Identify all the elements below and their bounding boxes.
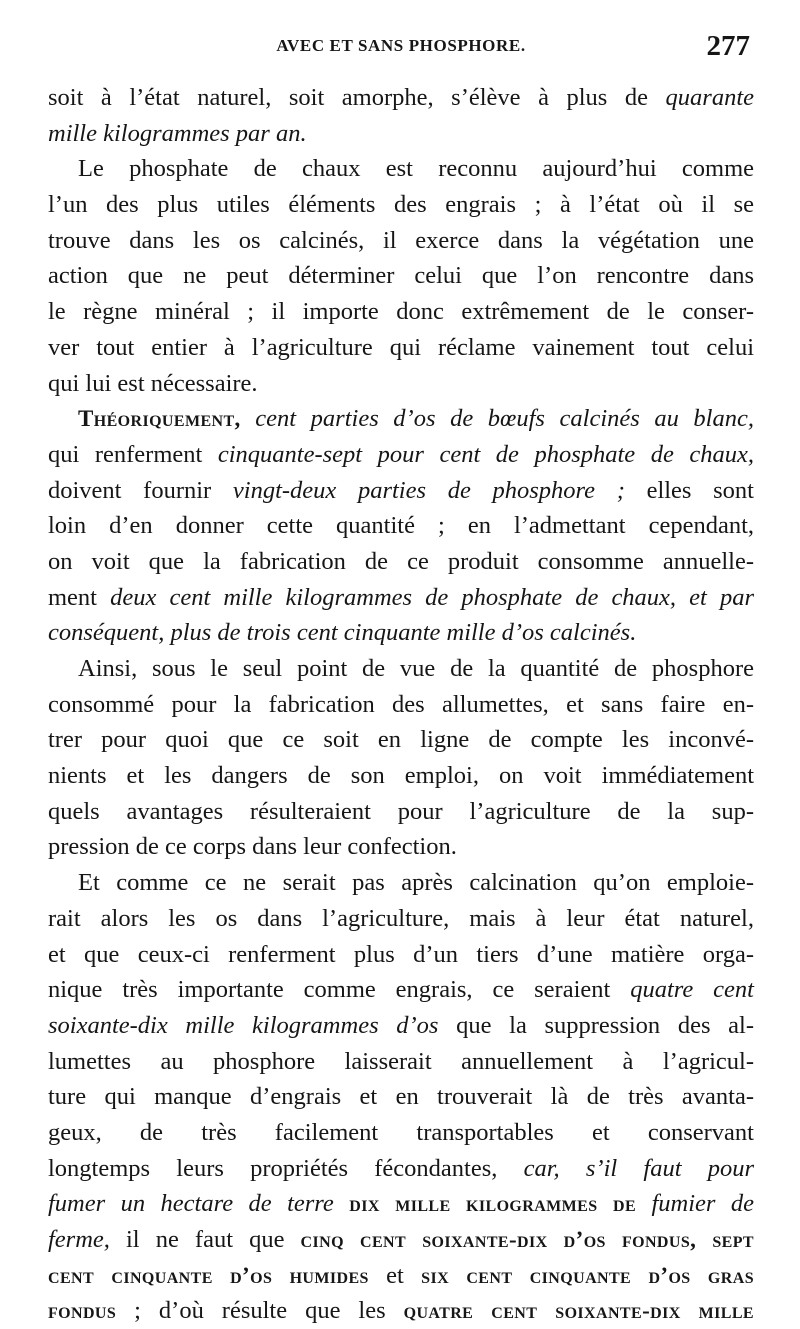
text-line — [48, 937, 754, 973]
text-segment: soit à l’état naturel, soit amorphe, s’élève à plus de — [48, 84, 666, 111]
text-line — [48, 1293, 754, 1329]
text-line — [48, 1258, 754, 1294]
text-line — [48, 580, 754, 616]
text-line — [48, 758, 754, 794]
italic-segment: quatre cent — [630, 976, 754, 1004]
text-segment: longtemps leurs propriétés fécondantes, — [48, 1154, 524, 1182]
text-line — [48, 687, 754, 723]
small-caps-segment: fondus — [48, 1298, 117, 1324]
text-line — [48, 330, 754, 366]
text-line — [48, 1115, 754, 1151]
italic-segment: vingt-deux parties de phosphore ; — [232, 476, 625, 504]
text-segment: le règne minéral ; il importe donc extrêmement de le conser- — [48, 298, 754, 326]
text-segment: ment — [48, 583, 111, 611]
text-line — [48, 437, 754, 473]
text-line — [48, 865, 754, 901]
italic-segment: quarante — [665, 84, 754, 111]
text-line — [48, 151, 754, 187]
text-segment: action que ne peut déterminer celui que l’on rencontre dans — [48, 262, 754, 290]
text-line — [48, 1044, 754, 1080]
text-line — [48, 187, 754, 223]
small-caps-segment: cinq cent soixante-dix d’os fondus, sept — [300, 1227, 754, 1252]
text-segment: qui renferment — [48, 440, 218, 468]
text-segment: que la suppression des al- — [438, 1011, 754, 1039]
italic-segment: cent parties d’os de bœufs calcinés au blanc, — [255, 405, 754, 433]
small-caps-segment: cent cinquante d’os humides — [48, 1262, 369, 1288]
text-segment: Ainsi, sous le seul point de vue de la quantité de phosphore — [78, 655, 754, 682]
text-line — [48, 1222, 754, 1258]
small-caps-segment: quatre cent soixante-dix mille — [403, 1298, 754, 1324]
italic-segment: fumer un hectare de terre — [48, 1190, 334, 1218]
text-segment: rait alors les os dans l’agriculture, mais à leur état naturel, — [48, 904, 754, 932]
text-segment: ture qui manque d’engrais et en trouverait là de très avanta- — [48, 1083, 754, 1111]
text-segment: pression de ce corps dans leur confection. — [48, 833, 457, 861]
text-line — [48, 544, 754, 580]
text-line — [48, 294, 754, 330]
text-segment: l’un des plus utiles éléments des engrais ; à l’état où il se — [48, 191, 754, 219]
text-line — [48, 258, 754, 294]
body-text — [48, 80, 754, 1329]
italic-segment: car, s’il faut pour — [523, 1154, 754, 1182]
text-line — [48, 1008, 754, 1044]
text-segment: loin d’en donner cette quantité ; en l’admettant cependant, — [48, 512, 754, 540]
text-line — [48, 1151, 754, 1187]
small-caps-segment: Théoriquement, — [78, 406, 241, 432]
small-caps-segment: dix mille kilogrammes de — [349, 1191, 637, 1217]
italic-segment: conséquent, plus de trois cent cinquante mille d’os calcinés. — [48, 619, 637, 647]
text-line — [48, 615, 754, 651]
text-segment: Et comme ce ne serait pas après calcination qu’on emploie- — [78, 869, 754, 897]
page-header — [48, 30, 754, 70]
text-segment: trer pour quoi que ce soit en ligne de compte les inconvé- — [48, 726, 754, 754]
text-segment: trouve dans les os calcinés, il exerce dans la végétation une — [48, 226, 754, 254]
text-line — [48, 1186, 754, 1222]
text-segment: ; d’où résulte que les — [116, 1297, 404, 1325]
text-line — [48, 651, 754, 687]
page-number: 277 — [706, 30, 750, 62]
text-segment: consommé pour la fabrication des allumettes, et sans faire en- — [48, 690, 754, 718]
text-line — [48, 401, 754, 437]
text-line — [48, 901, 754, 937]
text-line — [48, 722, 754, 758]
text-segment: doivent fournir — [48, 476, 233, 504]
italic-segment: soixante-dix mille kilogrammes d’os — [48, 1011, 439, 1039]
text-line — [48, 829, 754, 865]
text-line — [48, 508, 754, 544]
text-segment: nients et les dangers de son emploi, on voit immédiatement — [48, 762, 754, 790]
text-line — [48, 223, 754, 259]
text-segment: quels avantages résulteraient pour l’agriculture de la sup- — [48, 797, 754, 825]
text-segment: et que ceux-ci renferment plus d’un tiers d’une matière orga- — [48, 940, 754, 968]
text-segment — [241, 405, 256, 432]
italic-segment: ferme, — [48, 1226, 110, 1253]
text-segment: ver tout entier à l’agriculture qui réclame vainement tout celui — [48, 333, 754, 361]
text-segment: Le phosphate de chaux est reconnu aujourd’hui comme — [78, 155, 754, 183]
text-line — [48, 80, 754, 116]
text-segment: nique très importante comme engrais, ce seraient — [48, 976, 631, 1004]
italic-segment: cinquante-sept pour cent de phosphate de chaux, — [217, 440, 754, 468]
text-line — [48, 794, 754, 830]
text-segment: lumettes au phosphore laisserait annuellement à l’agricul- — [48, 1047, 754, 1075]
text-segment: on voit que la fabrication de ce produit consomme annuelle- — [48, 547, 754, 575]
italic-segment: mille kilogrammes par an. — [48, 119, 307, 147]
text-segment — [334, 1190, 349, 1217]
text-segment: et — [368, 1261, 422, 1289]
text-segment — [636, 1190, 651, 1217]
text-segment: geux, de très facilement transportables et conservant — [48, 1118, 754, 1146]
italic-segment: deux cent mille kilogrammes de phosphate de chaux, et par — [110, 583, 754, 611]
text-segment: elles sont — [624, 476, 754, 504]
text-line — [48, 366, 754, 402]
text-segment: qui lui est nécessaire. — [48, 369, 258, 397]
running-head: AVEC ET SANS PHOSPHORE. — [276, 36, 526, 55]
text-line — [48, 116, 754, 152]
text-line — [48, 972, 754, 1008]
text-line — [48, 473, 754, 509]
text-segment: il ne faut que — [109, 1226, 301, 1253]
text-line — [48, 1079, 754, 1115]
italic-segment: fumier de — [651, 1190, 755, 1218]
small-caps-segment: six cent cinquante d’os gras — [421, 1262, 754, 1288]
